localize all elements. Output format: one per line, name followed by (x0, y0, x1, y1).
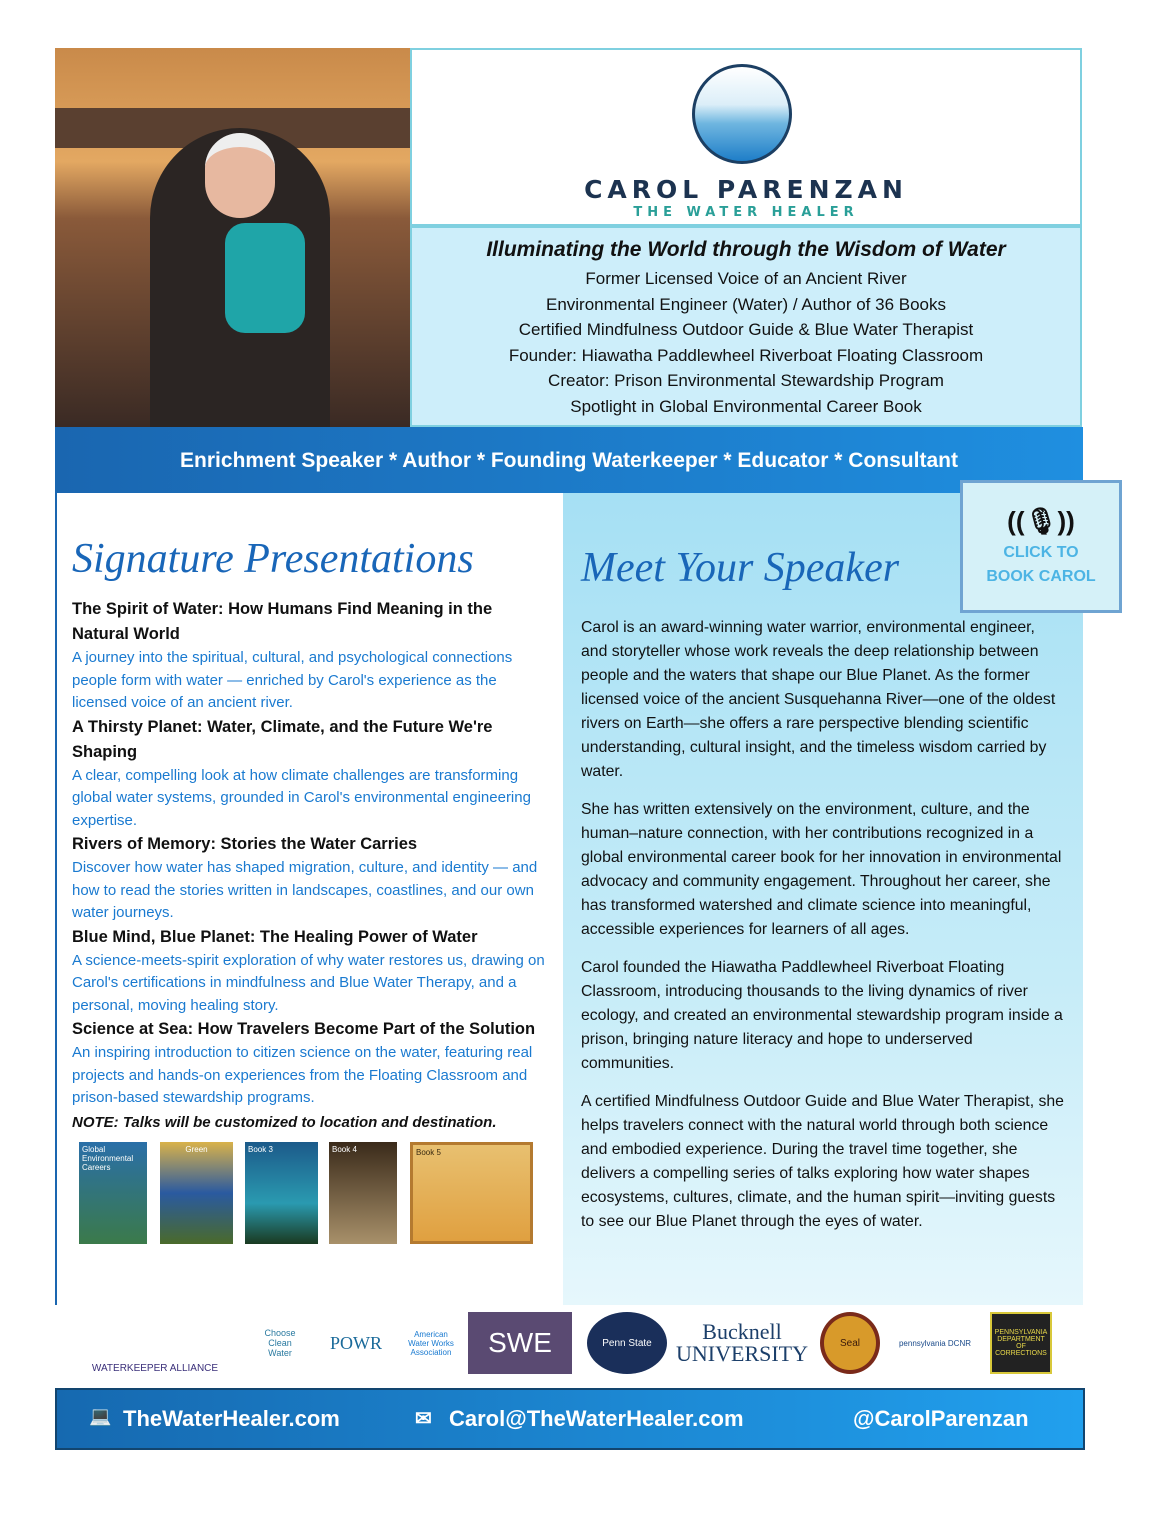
pa-corrections-logo: PENNSYLVANIA DEPARTMENT OF CORRECTIONS (990, 1312, 1052, 1374)
partner-logos (60, 1312, 1090, 1382)
headline: Illuminating the World through the Wisdom of Water (486, 238, 1006, 261)
choose-clean-water-logo: Choose Clean Water (264, 1328, 296, 1358)
speaker-heading: Meet Your Speaker (581, 545, 900, 591)
presentation-title: A Thirsty Planet: Water, Climate, and the Future We're Shaping (72, 717, 493, 761)
speaker-bio-paragraph: A certified Mindfulness Outdoor Guide and Blue Water Therapist, she helps travelers connect with the natural world through both science and embodied experience. During the travel time together, she delivers a compelling series of talks exploring how water shapes ecosystems, cultures, climate, and the human spirit—inviting guests to see our Blue Planet through the eyes of water. (581, 1093, 1064, 1230)
waterkeeper-logo: WATERKEEPER ALLIANCE (91, 1363, 219, 1374)
presentation-desc: An inspiring introduction to citizen science on the water, featuring real projects and hands-on experiences from the Floating Classroom and prison-based stewardship programs. (72, 1044, 533, 1106)
awwa-logo: American Water Works Association (408, 1329, 454, 1357)
microphone-icon: ((🎙)) (1007, 506, 1075, 536)
presentation-title: Blue Mind, Blue Planet: The Healing Power of Water (72, 927, 478, 946)
cta-line: CLICK TO (1003, 544, 1079, 561)
book-carol-button[interactable] (960, 480, 1122, 613)
mail-icon: ✉ (415, 1408, 432, 1430)
presentation-desc: A science-meets-spirit exploration of why water restores us, drawing on Carol's certifications in mindfulness and Blue Water Therapy, and a personal, moving healing story. (72, 951, 545, 1014)
book-cover: Book 3 (245, 1142, 318, 1244)
presentation-title: Science at Sea: How Travelers Become Part of the Solution (72, 1020, 536, 1038)
seal-logo: Seal (820, 1312, 880, 1374)
customization-note: NOTE: Talks will be customized to location and destination. (72, 1113, 497, 1131)
book-cover: Book 4 (329, 1142, 397, 1244)
contact-footer (55, 1388, 1085, 1450)
presentations-section (55, 493, 563, 1305)
presentation-title: Rivers of Memory: Stories the Water Carries (72, 835, 418, 853)
book-cover: Green (160, 1142, 233, 1244)
presentations-heading: Signature Presentations (72, 536, 474, 582)
brand-logo (410, 48, 1082, 226)
credential: Environmental Engineer (Water) / Author of 36 Books (545, 294, 946, 314)
cta-line: BOOK CAROL (986, 568, 1096, 585)
roles-banner: Enrichment Speaker * Author * Founding Waterkeeper * Educator * Consultant (55, 427, 1083, 493)
presentation-desc: A journey into the spiritual, cultural, and psychological connections people form with water — enriched by Carol's experience as the licensed voice of an ancient river. (72, 649, 513, 711)
bucknell-logo: Bucknell UNIVERSITY (676, 1319, 809, 1366)
social-handle[interactable]: @CarolParenzan (853, 1406, 1029, 1431)
powr-logo: POWR (329, 1332, 382, 1353)
speaker-section (563, 493, 1083, 1305)
logo-name: CAROL PARENZAN (584, 175, 908, 204)
email-link[interactable]: Carol@TheWaterHealer.com (449, 1406, 744, 1431)
presentation-desc: Discover how water has shaped migration, culture, and identity — and how to read the stories written in landscapes, coastlines, and our own water journeys. (72, 859, 538, 921)
speaker-photo (55, 48, 410, 427)
computer-icon: 💻 (89, 1406, 112, 1426)
pa-dcnr-logo: pennsylvania DCNR (898, 1338, 972, 1348)
credential: Founder: Hiawatha Paddlewheel Riverboat Floating Classroom (508, 345, 984, 365)
credentials-box (410, 226, 1082, 427)
water-logo-icon (692, 64, 792, 164)
speaker-bio-paragraph: Carol is an award-winning water warrior, environmental engineer, and storyteller whose work reveals the deep relationship between people and the waters that shape our Blue Planet. As the former licensed voice of the ancient Susquehanna River—one of the oldest rivers on Earth—she offers a rare perspective blending scientific understanding, cultural insight, and the timeless wisdom carried by water. (581, 619, 1056, 780)
logo-tagline: THE WATER HEALER (633, 205, 859, 220)
presentation-title: The Spirit of Water: How Humans Find Meaning in the Natural World (72, 600, 493, 643)
penn-state-logo: Penn State (587, 1312, 667, 1374)
credential: Former Licensed Voice of an Ancient River (585, 269, 907, 288)
speaker-bio-paragraph: Carol founded the Hiawatha Paddlewheel Riverboat Floating Classroom, introducing thousands to the living dynamics of river ecology, and created an environmental stewardship program inside a prison, bringing nature literacy and hope to underserved communities. (581, 959, 1063, 1072)
website-link[interactable]: TheWaterHealer.com (123, 1406, 340, 1431)
book-cover: Global Environmental Careers (79, 1142, 147, 1244)
credential: Creator: Prison Environmental Stewardship Program (548, 371, 944, 390)
book-cover: Book 5 (410, 1142, 533, 1244)
credential: Certified Mindfulness Outdoor Guide & Blue Water Therapist (518, 320, 974, 339)
speaker-bio-paragraph: She has written extensively on the environment, culture, and the human–nature connection, with her contributions recognized in a global environmental career book for her innovation in environmental advocacy and community engagement. Throughout her career, she has transformed watershed and climate science into meaningful, accessible experiences for learners of all ages. (581, 801, 1062, 938)
credential: Spotlight in Global Environmental Career Book (570, 396, 922, 416)
presentation-desc: A clear, compelling look at how climate challenges are transforming global water systems, grounded in Carol's environmental engineering expertise. (72, 766, 531, 829)
swe-logo: SWE (468, 1312, 572, 1374)
book-covers (79, 1142, 549, 1244)
